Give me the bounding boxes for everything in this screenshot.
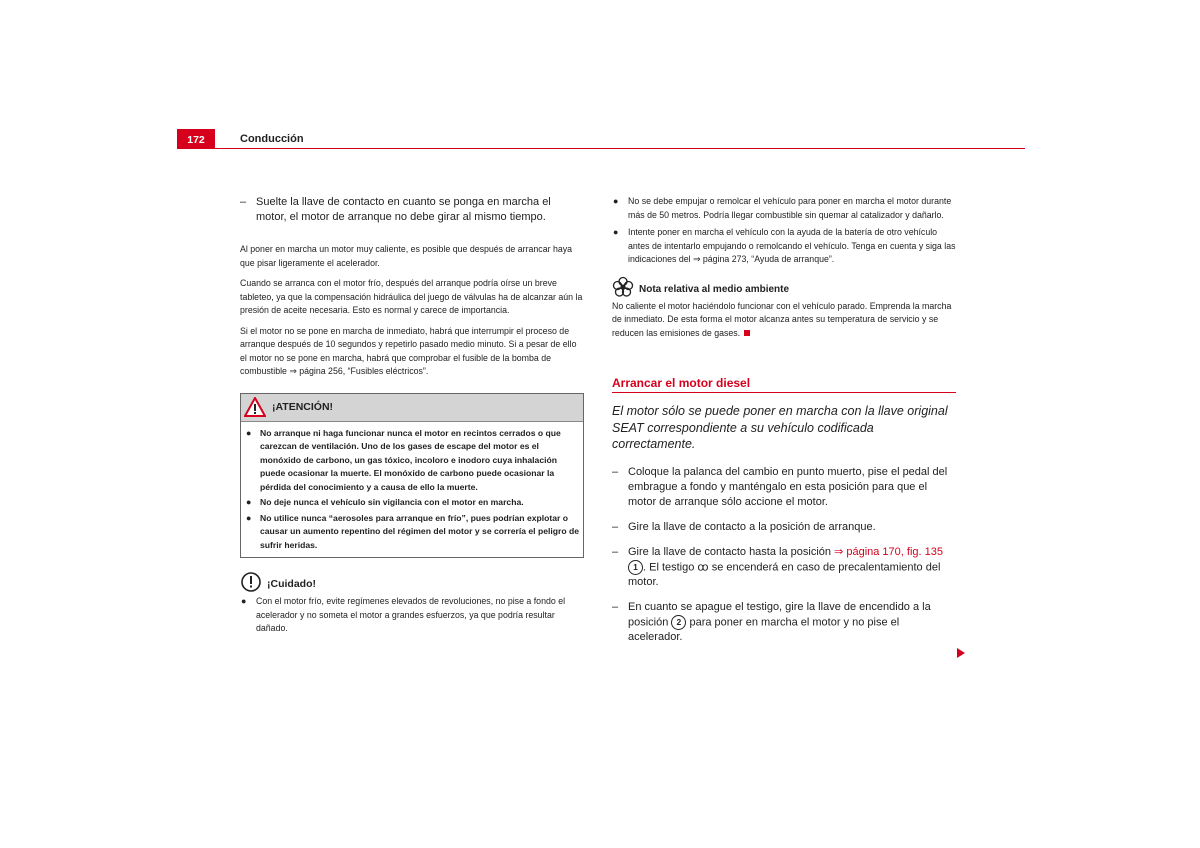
section-heading: Conducción — [240, 133, 304, 145]
dash-marker: – — [240, 196, 247, 208]
diesel-intro: El motor sólo se puede poner en marcha con la llave original SEAT correspondiente a su vehículo codificada correctamente. — [612, 404, 948, 451]
position-1-badge: 1 — [628, 560, 643, 575]
continue-arrow-icon — [957, 648, 965, 658]
warning-body — [241, 422, 583, 558]
header-rule — [215, 148, 1025, 149]
diesel-step: – Gire la llave de contacto a la posición de arranque. — [612, 520, 876, 533]
caution-title: ¡Cuidado! — [267, 578, 316, 590]
page-reference-link[interactable]: ⇒ página 170, fig. 135 — [834, 545, 943, 558]
glow-plug-icon: ꝏ — [697, 560, 709, 573]
jump-start-bullet: ● Intente poner en marcha el vehículo con la ayuda de la batería de otro vehículo antes de intentarlo empujando o remolcando el vehículo. Tenga en cuenta y siga las indicaciones del ⇒ página 273, “Ayuda de arranque”. — [613, 227, 956, 264]
instruction-text: Suelte la llave de contacto en cuanto se ponga en marcha el motor, el motor de arranque no debe girar al mismo tiempo. — [256, 196, 551, 223]
caution-bullet: ● Con el motor frío, evite regímenes elevados de revoluciones, no pise a fondo el acelerador y no someta el motor a grandes esfuerzos, ya que podría resultar dañado. — [241, 596, 566, 633]
push-start-bullet: ● No se debe empujar o remolcar el vehículo para poner en marcha el motor durante más de 50 metros. Podría llegar combustible sin quemar al catalizador y dañarlo. — [613, 196, 952, 220]
flower-icon — [612, 276, 634, 298]
environment-note-header — [612, 278, 956, 300]
caution-box — [240, 572, 584, 636]
left-column — [240, 195, 584, 640]
right-column — [612, 195, 956, 655]
warning-triangle-icon — [244, 397, 266, 417]
end-marker-square — [744, 330, 750, 336]
warning-bullet: ● No utilice nunca “aerosoles para arranque en frío”, pues podrían explotar o causar un aumento repentino del régimen del motor y se correría el peligro de sufrir heridas. — [246, 512, 580, 550]
warning-box — [240, 393, 584, 559]
warning-bullet: ● No arranque ni haga funcionar nunca el motor en recintos cerrados o que carezcan de ventilación. Uno de los gases de escape del motor es el monóxido de carbono, un gas tóxico, incoloro e inodoro cuya inhalación puede ocasionar la muerte. El monóxido de carbono puede ocasionar la pérdida del conocimiento y a causa de ello la muerte. — [246, 427, 561, 492]
environment-note-title: Nota relativa al medio ambiente — [639, 283, 790, 295]
paragraph-cold-engine: Cuando se arranca con el motor frío, después del arranque podría oírse un breve tableteo, ya que la compensación hidráulica del juego de válvulas ha de alcanzar aún la presión de aceite necesaria. Esto es normal y carece de importancia. — [240, 278, 583, 315]
exclamation-circle-icon — [240, 572, 262, 592]
position-2-badge: 2 — [671, 615, 686, 630]
warning-title: ¡ATENCIÓN! — [272, 400, 334, 413]
paragraph-no-start: Si el motor no se pone en marcha de inmediato, habrá que interrumpir el proceso de arranque después de 10 segundos y repetirlo pasado medio minuto. Si a pesar de ello el motor no se pone en marcha, habrá que comprobar el fusible de la bomba de combustible ⇒ página 256, “Fusibles eléctricos”. — [240, 325, 577, 376]
warning-bullet: ● No deje nunca el vehículo sin vigilancia con el motor en marcha. — [246, 497, 524, 507]
instruction-step — [240, 195, 584, 225]
diesel-section-title: Arrancar el motor diesel — [612, 376, 956, 393]
diesel-step: – Coloque la palanca del cambio en punto muerto, pise el pedal del embrague a fondo y manténgalo en esta posición para que el motor de arranque sólo accione el motor. — [612, 465, 948, 508]
diesel-step: – En cuanto se apague el testigo, gire la llave de encendido a la posición 2 para poner en marcha el motor y no pise el acelerador. — [612, 600, 931, 644]
page-number: 172 — [177, 129, 215, 149]
diesel-step: – Gire la llave de contacto hasta la posición ⇒ página 170, fig. 135 1 . El testigo ꝏ se encenderá en caso de precalentamiento del motor. — [612, 545, 943, 588]
warning-header — [241, 394, 583, 422]
paragraph-hot-engine: Al poner en marcha un motor muy caliente, es posible que después de arrancar haya que pisar ligeramente el acelerador. — [240, 244, 573, 268]
environment-note-text: No caliente el motor haciéndolo funcionar con el vehículo parado. Emprenda la marcha de inmediato. De esta forma el motor alcanza antes su temperatura de servicio y se reducen las emisiones de gases. — [612, 300, 952, 338]
